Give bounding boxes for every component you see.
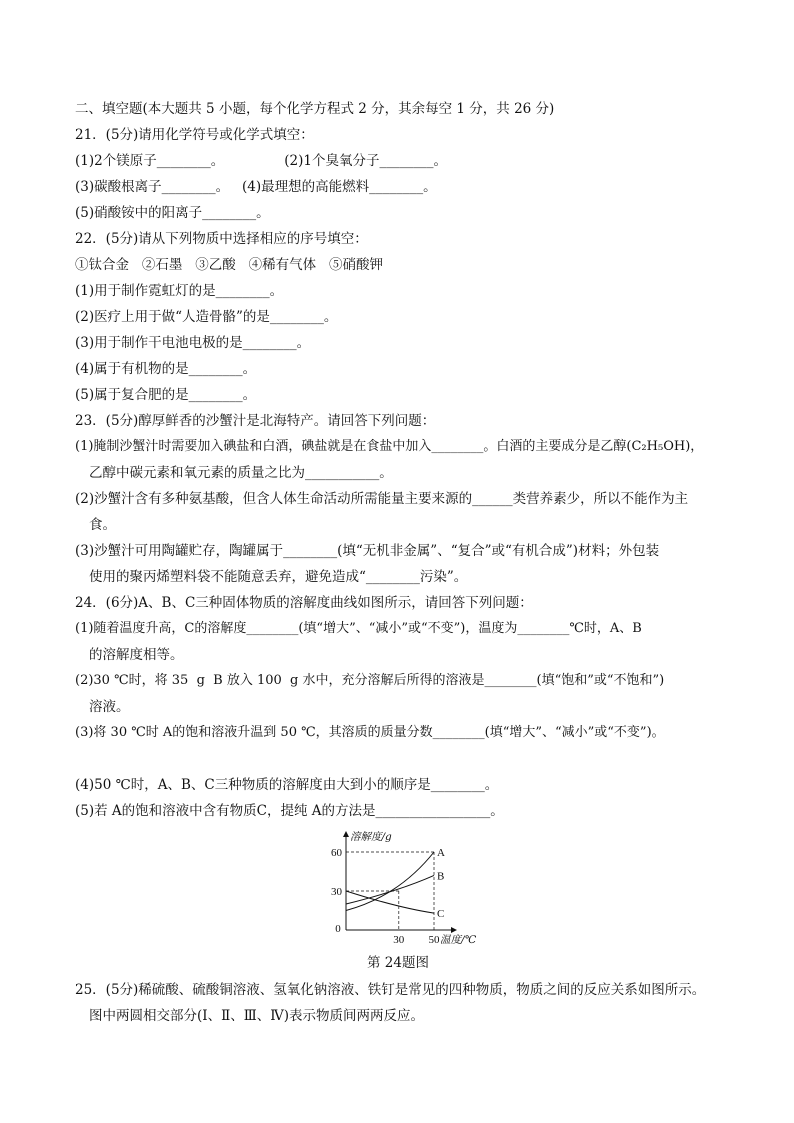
q23-line-1a: (1)腌制沙蟹汁时需要加入碘盐和白酒，碘盐就是在食盐中加入________。白酒的主要成分是乙醇(C₂H₅OH)， xyxy=(75,439,704,454)
q23-line-3a: (3)沙蟹汁可用陶罐贮存，陶罐属于________(填“无机非金属”、“复合”或“有机合成”)材料；外包装 xyxy=(75,543,660,559)
y-axis-label: 溶解度/g xyxy=(350,831,392,843)
q22-line-2: (2)医疗上用于做“人造骨骼”的是________。 xyxy=(75,309,338,325)
x-axis-label: 温度/℃ xyxy=(440,934,477,946)
q23-line-1b: 乙醇中碳元素和氧元素的质量之比为___________。 xyxy=(89,465,393,481)
q24-line-5: (5)若 A的饱和溶液中含有物质C，提纯 A的方法是_________________。 xyxy=(75,803,504,819)
section-title: 二、填空题(本大题共 5 小题，每个化学方程式 2 分，其余每空 1 分，共 26 分) xyxy=(75,101,555,117)
q21-head: 21．(5分)请用化学符号或化学式填空： xyxy=(75,127,314,143)
solubility-chart xyxy=(322,828,477,946)
q22-line-5: (5)属于复合肥的是________。 xyxy=(75,387,257,403)
chart-curves xyxy=(346,852,434,913)
q23-line-2a: (2)沙蟹汁含有多种氨基酸，但含人体生命活动所需能量主要来源的______类营养素少，所以不能作为主 xyxy=(75,491,689,507)
figure-caption: 第 24题图 xyxy=(367,955,429,971)
q21-line-3: (5)硝酸铵中的阳离子________。 xyxy=(75,205,270,221)
q24-line-1b: 的溶解度相等。 xyxy=(89,647,184,663)
q24-head: 24．(6分)A、B、C三种固体物质的溶解度曲线如图所示，请回答下列问题： xyxy=(75,595,533,611)
q24-line-2a: (2)30 ℃时，将 35 g B 放入 100 g 水中，充分溶解后所得的溶液是________(填“饱和”或“不饱和”) xyxy=(75,673,665,688)
curve-b xyxy=(346,875,434,904)
q25-line-2: 图中两圆相交部分(Ⅰ、Ⅱ、Ⅲ、Ⅳ)表示物质间两两反应。 xyxy=(89,1008,425,1024)
q23-head: 23．(5分)醇厚鲜香的沙蟹汁是北海特产。请回答下列问题： xyxy=(75,413,436,429)
q24-line-3: (3)将 30 ℃时 A的饱和溶液升温到 50 ℃，其溶质的质量分数________(填“增大”、“减小”或“不变”)。 xyxy=(75,725,665,740)
q24-line-2b: 溶液。 xyxy=(89,699,130,715)
q24-line-4: (4)50 ℃时，A、B、C三种物质的溶解度由大到小的顺序是________。 xyxy=(75,777,499,793)
q25-head: 25．(5分)稀硫酸、硫酸铜溶液、氢氧化钠溶液、铁钉是常见的四种物质，物质之间的反应关系如图所示。 xyxy=(75,982,706,998)
q22-line-3: (3)用于制作干电池电极的是________。 xyxy=(75,335,311,351)
y-tick-label: 30 xyxy=(331,886,342,898)
y-tick-label: 60 xyxy=(331,847,342,859)
series-label-c: C xyxy=(437,908,445,921)
curve-c xyxy=(346,891,434,913)
series-label-b: B xyxy=(437,870,445,883)
q22-options: ①钛合金 ②石墨 ③乙酸 ④稀有气体 ⑤硝酸钾 xyxy=(75,257,383,273)
q21-line-2: (3)碳酸根离子________。 (4)最理想的高能燃料________。 xyxy=(75,179,437,195)
q22-line-1: (1)用于制作霓虹灯的是________。 xyxy=(75,283,284,299)
q21-line-1: (1)2个镁原子________。 (2)1个臭氧分子________。 xyxy=(75,153,448,169)
x-tick-label: 30 xyxy=(393,934,405,946)
x-tick-label: 50 xyxy=(428,934,440,946)
q22-line-4: (4)属于有机物的是________。 xyxy=(75,361,257,377)
q23-line-3b: 使用的聚丙烯塑料袋不能随意丢弃，避免造成“________污染”。 xyxy=(89,569,468,585)
series-label-a: A xyxy=(437,847,445,859)
x-tick-label: 0 xyxy=(335,923,341,935)
q22-head: 22．(5分)请从下列物质中选择相应的序号填空： xyxy=(75,231,368,247)
q24-line-1a: (1)随着温度升高，C的溶解度________(填“增大”、“减小”或“不变”)，温度为________℃时，A、B xyxy=(75,621,642,636)
q23-line-2b: 食。 xyxy=(89,517,116,533)
chart-labels xyxy=(331,831,477,946)
